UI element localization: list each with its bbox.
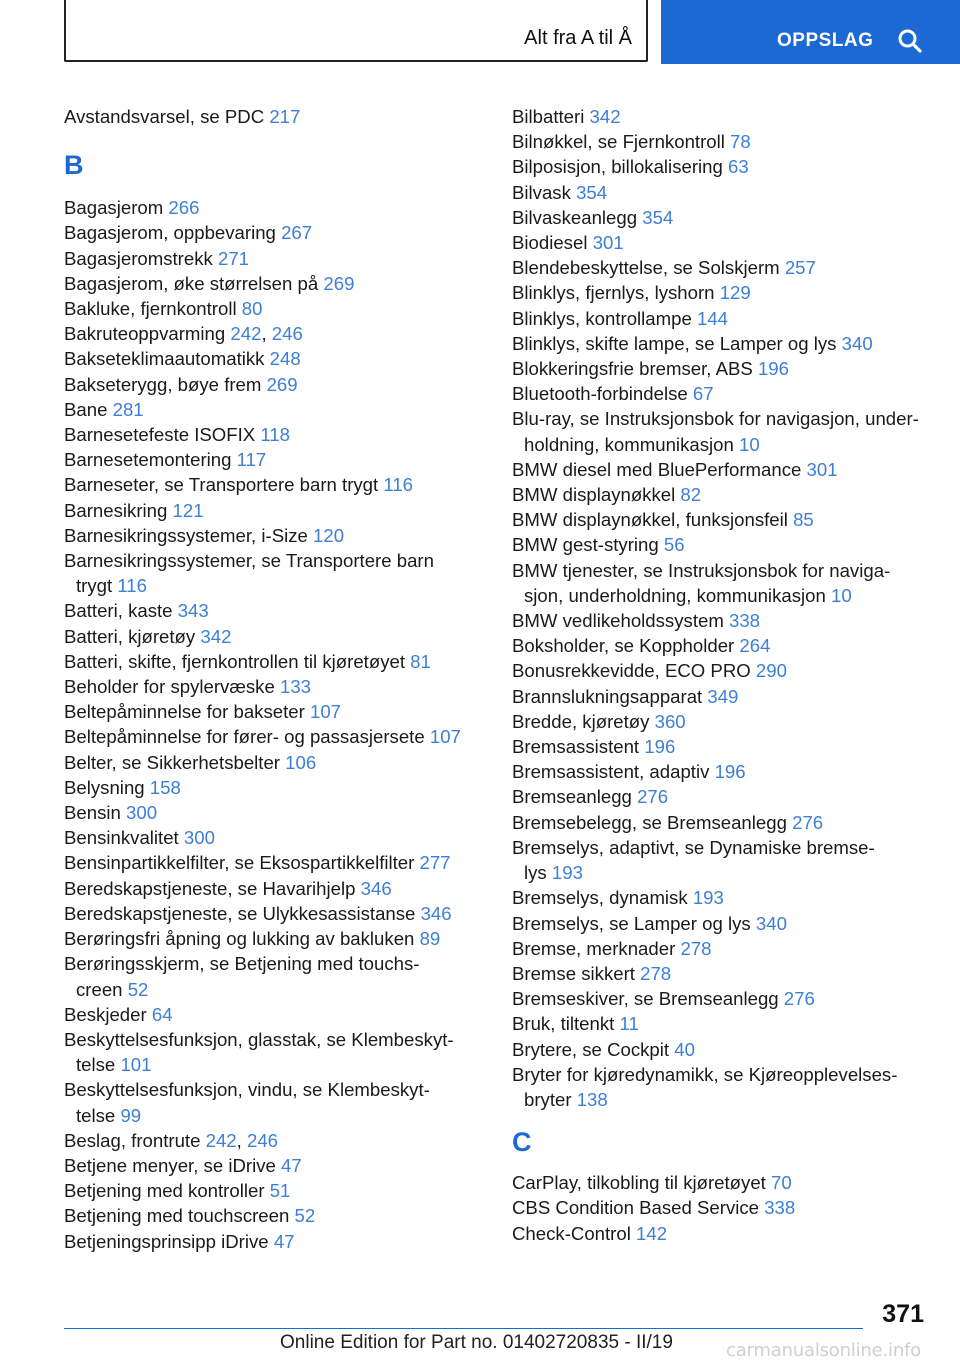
index-entry (512, 1062, 952, 1112)
index-entry (64, 1153, 484, 1178)
index-entry: Beslag, frontrute 242, 246 (64, 1129, 279, 1151)
page-reference-link[interactable]: 267 (281, 222, 313, 244)
index-entry-text: Bremse, merknader (512, 937, 676, 959)
index-entry (64, 901, 484, 926)
index-entry (512, 532, 952, 557)
index-entry-text: CarPlay, tilkobling til kjøretøyet (512, 1172, 766, 1194)
index-entry (64, 346, 484, 371)
index-entry (512, 759, 952, 784)
index-entry (512, 658, 952, 683)
index-entry (512, 684, 952, 709)
index-entry-text: Bensin (64, 802, 121, 824)
page-reference-link[interactable]: 278 (640, 962, 672, 984)
index-entry-text: Bilvask (512, 181, 571, 203)
page-reference-link[interactable]: 301 (592, 232, 624, 254)
page-reference-link[interactable]: 264 (739, 635, 771, 657)
page-reference-link[interactable]: 56 (663, 534, 685, 556)
index-entry-text: Blinklys, skifte lampe, se Lamper og lys (512, 332, 837, 354)
index-entry-text: BMW gest-styring (512, 534, 659, 556)
page-reference-link[interactable]: 300 (183, 827, 215, 849)
index-entry (64, 699, 484, 724)
index-letter-heading: C (512, 1127, 532, 1158)
index-entry-text: Beredskapstjeneste, se Ulykkesassistanse (64, 902, 416, 924)
index-entry (64, 472, 484, 497)
index-column-right (512, 104, 952, 1246)
index-entry (64, 926, 484, 951)
page-reference-link[interactable]: 242 (230, 323, 262, 345)
index-entry-text: Bagasjerom, oppbevaring (64, 222, 276, 244)
page-reference-link[interactable]: 47 (281, 1154, 302, 1176)
page-reference-link[interactable]: 11 (619, 1013, 639, 1035)
index-entry (512, 457, 952, 482)
index-entry (64, 548, 484, 598)
index-entry (512, 608, 952, 633)
index-entry (512, 205, 952, 230)
index-entry (64, 220, 484, 245)
index-entry-text: Bakluke, fjernkontroll (64, 298, 237, 320)
index-entry-text: Betjene menyer, se iDrive (64, 1154, 276, 1176)
page-reference-link[interactable]: 196 (644, 736, 676, 758)
page-reference-link[interactable]: 248 (269, 348, 301, 370)
page-reference-link[interactable]: 129 (719, 282, 751, 304)
index-entry-text: Betjening med kontroller (64, 1180, 265, 1202)
index-entry-text: Blinklys, fjernlys, lyshorn (512, 282, 715, 304)
index-entry-text: Avstandsvarsel, se PDC (64, 106, 265, 127)
index-entry (64, 850, 484, 875)
index-entry (64, 775, 484, 800)
page-number: 371 (882, 1300, 924, 1328)
page-reference-link[interactable]: 338 (729, 610, 761, 632)
index-entry-text: Bilnøkkel, se Fjernkontroll (512, 131, 725, 153)
index-entry-text: Bryter for kjøredynamikk, se Kjøreopplevelses‐ (512, 1063, 898, 1085)
index-entry (64, 1203, 484, 1228)
page-reference-link[interactable]: 342 (200, 625, 232, 647)
index-entry (512, 961, 952, 986)
page-reference-link[interactable]: 142 (636, 1222, 668, 1244)
index-entry-text: Bremselys, se Lamper og lys (512, 912, 751, 934)
index-entry-text: Beslag, frontrute (64, 1129, 201, 1151)
index-entry-text: Bagasjeromstrekk (64, 247, 213, 269)
index-entry-text: Boksholder, se Koppholder (512, 635, 735, 657)
index-entry-continuation: telse (76, 1054, 116, 1076)
index-entry (512, 1170, 952, 1195)
index-entry (512, 104, 952, 129)
index-entry (512, 306, 952, 331)
page-reference-link[interactable]: 51 (269, 1180, 291, 1202)
index-entry-text: Batteri, skifte, fjernkontrollen til kjøretøyet (64, 650, 405, 672)
index-entry-continuation: lys (524, 862, 547, 884)
index-entry (512, 230, 952, 255)
page-reference-link[interactable]: 196 (714, 761, 746, 783)
index-entry-text: Bakruteoppvarming (64, 323, 226, 345)
index-entry-text: Bremse sikkert (512, 962, 635, 984)
index-entry-text: Blu-ray, se Instruksjonsbok for navigasjon, under‐ (512, 408, 919, 430)
index-entry-text: Biodiesel (512, 232, 588, 254)
watermark: carmanualsonline.info (726, 1340, 921, 1361)
index-entry-continuation: creen (76, 978, 123, 1000)
index-entry-text: Bluetooth-forbindelse (512, 383, 688, 405)
index-entry (512, 154, 952, 179)
index-entry-text: BMW vedlikeholdssystem (512, 610, 724, 632)
index-entry (64, 649, 484, 674)
index-entry (64, 825, 484, 850)
index-entry (64, 498, 484, 523)
index-entry-text: Barneseter, se Transportere barn trygt (64, 474, 379, 496)
page-reference-link[interactable]: 343 (177, 600, 209, 622)
lookup-tab[interactable] (661, 0, 960, 64)
index-entry (512, 1221, 952, 1246)
index-entry (512, 280, 952, 305)
index-entry-text: Berøringsskjerm, se Betjening med touchs‐ (64, 953, 420, 975)
page-reference-link[interactable]: 278 (680, 937, 712, 959)
index-entry (64, 598, 484, 623)
index-entry (512, 482, 952, 507)
index-entry-text: Blinklys, kontrollampe (512, 307, 692, 329)
index-entry-text: Batteri, kaste (64, 600, 173, 622)
page-reference-link[interactable]: 10 (830, 584, 852, 606)
page-reference-link[interactable]: 82 (680, 484, 702, 506)
index-entry-text: BMW tjenester, se Instruksjonsbok for naviga‐ (512, 559, 891, 581)
page-reference-link[interactable]: 133 (280, 676, 312, 698)
index-entry (512, 885, 952, 910)
index-entry (64, 876, 484, 901)
index-entry (64, 372, 484, 397)
page-reference-link[interactable]: 99 (120, 1104, 142, 1126)
index-entry-text: Bagasjerom (64, 197, 164, 219)
index-entry-text: Bilbatteri (512, 106, 585, 127)
index-entry-text: Bremsebelegg, se Bremseanlegg (512, 811, 787, 833)
page-reference-link[interactable]: 144 (696, 307, 729, 329)
page-reference-link[interactable]: 340 (755, 912, 787, 934)
index-entry-text: Belysning (64, 776, 145, 798)
page-reference-link[interactable]: 107 (429, 726, 461, 748)
index-entry (512, 734, 952, 759)
index-entry-text: Bilvaskeanlegg (512, 206, 638, 228)
page-reference-link[interactable]: 80 (241, 298, 263, 320)
index-entry (512, 784, 952, 809)
index-entry (512, 936, 952, 961)
index-entry-text: Bakseteklimaautomatikk (64, 348, 265, 370)
index-entry (64, 951, 484, 1001)
index-entry-text: Beltepåminnelse for fører- og passasjersete (64, 726, 425, 748)
page-reference-link[interactable]: 349 (707, 685, 739, 707)
index-entry (512, 129, 952, 154)
index-entry (512, 1195, 952, 1220)
index-entry (64, 674, 484, 699)
index-entry-text: Barnesikringssystemer, i-Size (64, 524, 308, 546)
page-reference-link[interactable]: 89 (419, 928, 441, 950)
index-entry-text: Batteri, kjøretøy (64, 625, 196, 647)
page-reference-link[interactable]: 121 (172, 499, 204, 521)
index-entry-text: Beskjeder (64, 1003, 147, 1025)
page-reference-link[interactable]: 78 (730, 131, 751, 153)
page-reference-link[interactable]: 246 (246, 1129, 279, 1151)
page-reference-link[interactable]: 101 (120, 1054, 152, 1076)
index-entry (512, 381, 952, 406)
index-entry (512, 911, 952, 936)
index-entry (64, 195, 484, 220)
index-entry-text: Bonusrekkevidde, ECO PRO (512, 660, 751, 682)
page-reference-link[interactable]: 116 (117, 575, 147, 597)
index-entry-text: Bensinpartikkelfilter, se Eksospartikkelfilter (64, 852, 415, 874)
page-reference-link[interactable]: 118 (260, 424, 291, 446)
index-entry (512, 633, 952, 658)
index-entry-text: Beredskapstjeneste, se Havarihjelp (64, 877, 356, 899)
index-entry-text: Bensinkvalitet (64, 827, 179, 849)
index-entry-text: Bagasjerom, øke størrelsen på (64, 272, 319, 294)
page-reference-link[interactable]: 300 (126, 802, 158, 824)
page-reference-link[interactable]: 242 (205, 1129, 237, 1151)
index-entry-text: Beholder for spylervæske (64, 676, 275, 698)
index-entry-text: Bakseterygg, bøye frem (64, 373, 262, 395)
index-entry-text: Beskyttelsesfunksjon, glasstak, se Klembeskyt‐ (64, 1028, 454, 1050)
section-tab (64, 0, 648, 62)
page-reference-link[interactable]: 346 (360, 877, 392, 899)
page-reference-link[interactable]: 290 (755, 660, 787, 682)
page-reference-link[interactable]: 47 (273, 1230, 295, 1252)
page-reference-link[interactable]: 271 (217, 247, 250, 269)
page-reference-link[interactable]: 193 (692, 887, 724, 909)
index-entry-text: Bredde, kjøretøy (512, 710, 650, 732)
index-entry (512, 331, 952, 356)
index-entry (64, 397, 484, 422)
index-entry-text: Barnesikringssystemer, se Transportere barn (64, 550, 434, 572)
page-reference-link[interactable]: 301 (806, 458, 838, 480)
index-entry (512, 986, 952, 1011)
page-reference-link[interactable]: 246 (271, 323, 303, 345)
index-entry (64, 1077, 484, 1127)
page-reference-link[interactable]: 85 (793, 509, 814, 531)
index-entry (64, 1027, 484, 1077)
page-reference-link[interactable]: 342 (589, 106, 621, 127)
page-reference-link[interactable]: 340 (841, 332, 873, 354)
page-reference-link[interactable]: 257 (784, 257, 816, 279)
page-reference-link[interactable]: 276 (637, 786, 669, 808)
index-entry-text: Berøringsfri åpning og lukking av bakluken (64, 928, 415, 950)
page-reference-link[interactable]: 269 (323, 272, 355, 294)
index-entry (512, 406, 952, 456)
index-entry-continuation: telse (76, 1104, 116, 1126)
index-entry (512, 558, 952, 608)
page-reference-link[interactable]: 196 (757, 358, 789, 380)
page-reference-link[interactable]: 193 (551, 862, 583, 884)
index-entry-continuation: sjon, underholdning, kommunikasjon (524, 584, 826, 606)
page-reference-link[interactable]: 120 (313, 524, 345, 546)
page-reference-link[interactable]: 116 (383, 474, 414, 496)
page-reference-link[interactable]: 354 (642, 206, 674, 228)
page-reference-link[interactable]: 67 (692, 383, 714, 405)
index-entry-text: BMW displaynøkkel, funksjonsfeil (512, 509, 788, 531)
page-reference-link[interactable]: 217 (269, 106, 301, 127)
index-entry (64, 296, 484, 321)
index-entry-text: Betjeningsprinsipp iDrive (64, 1230, 269, 1252)
page-reference-link[interactable]: 158 (149, 776, 181, 798)
index-entry-text: Barnesetefeste ISOFIX (64, 424, 256, 446)
index-entry (512, 356, 952, 381)
index-entry-text: Belter, se Sikkerhetsbelter (64, 751, 280, 773)
index-column-left (64, 104, 484, 1254)
index-entry (512, 1037, 952, 1062)
page-reference-link[interactable]: 338 (764, 1197, 796, 1219)
page-reference-link[interactable]: 117 (236, 449, 267, 471)
index-entry-text: Blendebeskyttelse, se Solskjerm (512, 257, 780, 279)
index-entry (64, 800, 484, 825)
search-icon (897, 28, 923, 54)
index-entry (64, 422, 484, 447)
index-entry-text: Bremsassistent, adaptiv (512, 761, 710, 783)
index-entry-text: BMW displaynøkkel (512, 484, 676, 506)
index-entry-text: Bruk, tiltenkt (512, 1013, 615, 1035)
page-reference-link[interactable]: 70 (771, 1172, 792, 1194)
index-entry (512, 255, 952, 280)
page-reference-link[interactable]: 277 (419, 852, 451, 874)
index-entry-text: CBS Condition Based Service (512, 1197, 760, 1219)
page-reference-link[interactable]: 106 (285, 751, 317, 773)
page-reference-link[interactable]: 276 (792, 811, 824, 833)
page-reference-link[interactable]: 107 (310, 701, 342, 723)
page-reference-link[interactable]: 52 (294, 1205, 316, 1227)
page-reference-link[interactable]: 281 (112, 398, 144, 420)
page-reference-link[interactable]: 354 (576, 181, 608, 203)
index-entry-text: Barnesikring (64, 499, 168, 521)
page-reference-link[interactable]: 52 (127, 978, 149, 1000)
page-reference-link[interactable]: 138 (576, 1088, 608, 1110)
page-reference-link[interactable]: 346 (420, 902, 452, 924)
index-entry: Bakruteoppvarming 242, 246 (64, 323, 303, 345)
page-reference-link[interactable]: 266 (168, 197, 200, 219)
page-reference-link[interactable]: 10 (739, 433, 760, 455)
index-entry-text: Bremselys, adaptivt, se Dynamiske bremse‐ (512, 836, 875, 858)
index-entry-text: Bane (64, 398, 108, 420)
index-entry-text: Bremseanlegg (512, 786, 632, 808)
index-entry-text: Betjening med touchscreen (64, 1205, 290, 1227)
lookup-label: OPPSLAG (777, 30, 874, 51)
index-entry-continuation: trygt (76, 575, 113, 597)
footer-rule (64, 1328, 863, 1329)
index-entry (512, 810, 952, 835)
index-entry-continuation: bryter (524, 1088, 572, 1110)
page-reference-link[interactable]: 81 (410, 650, 431, 672)
index-entry (64, 1178, 484, 1203)
index-entry (64, 447, 484, 472)
index-entry-text: Bremselys, dynamisk (512, 887, 688, 909)
index-entry (512, 709, 952, 734)
page-reference-link[interactable]: 64 (151, 1003, 173, 1025)
index-entry-text: Barnesetemontering (64, 449, 232, 471)
page-reference-link[interactable]: 269 (266, 373, 298, 395)
edition-text: Online Edition for Part no. 01402720835 - II/19 (280, 1332, 673, 1353)
index-entry-text: Beltepåminnelse for bakseter (64, 701, 305, 723)
index-entry (512, 507, 952, 532)
index-entry-text: Brytere, se Cockpit (512, 1038, 670, 1060)
index-entry (64, 104, 484, 129)
index-entry (512, 180, 952, 205)
page-reference-link[interactable]: 40 (674, 1038, 695, 1060)
page-reference-link[interactable]: 360 (654, 710, 686, 732)
index-entry (64, 624, 484, 649)
index-entry-text: Bremsassistent (512, 736, 640, 758)
section-title: Alt fra A til Å (524, 27, 632, 49)
index-entry-text: Check-Control (512, 1222, 631, 1244)
index-entry (64, 1002, 484, 1027)
index-entry (512, 835, 952, 885)
index-entry-text: Beskyttelsesfunksjon, vindu, se Klembeskyt‐ (64, 1079, 430, 1101)
index-entry-text: Bilposisjon, billokalisering (512, 156, 723, 178)
page-reference-link[interactable]: 276 (783, 988, 815, 1010)
index-entry (512, 1011, 952, 1036)
index-entry-text: BMW diesel med BluePerformance (512, 458, 802, 480)
index-entry (64, 246, 484, 271)
index-entry (64, 523, 484, 548)
index-entry-text: Brannslukningsapparat (512, 685, 703, 707)
index-entry-text: Bremseskiver, se Bremseanlegg (512, 988, 779, 1010)
index-entry (64, 1229, 484, 1254)
index-entry (64, 750, 484, 775)
index-letter-heading: B (64, 150, 84, 181)
page-reference-link[interactable]: 63 (728, 156, 749, 178)
index-entry-continuation: holdning, kommunikasjon (524, 433, 734, 455)
index-entry-text: Blokkeringsfrie bremser, ABS (512, 358, 753, 380)
index-entry (64, 724, 484, 749)
index-entry (64, 271, 484, 296)
